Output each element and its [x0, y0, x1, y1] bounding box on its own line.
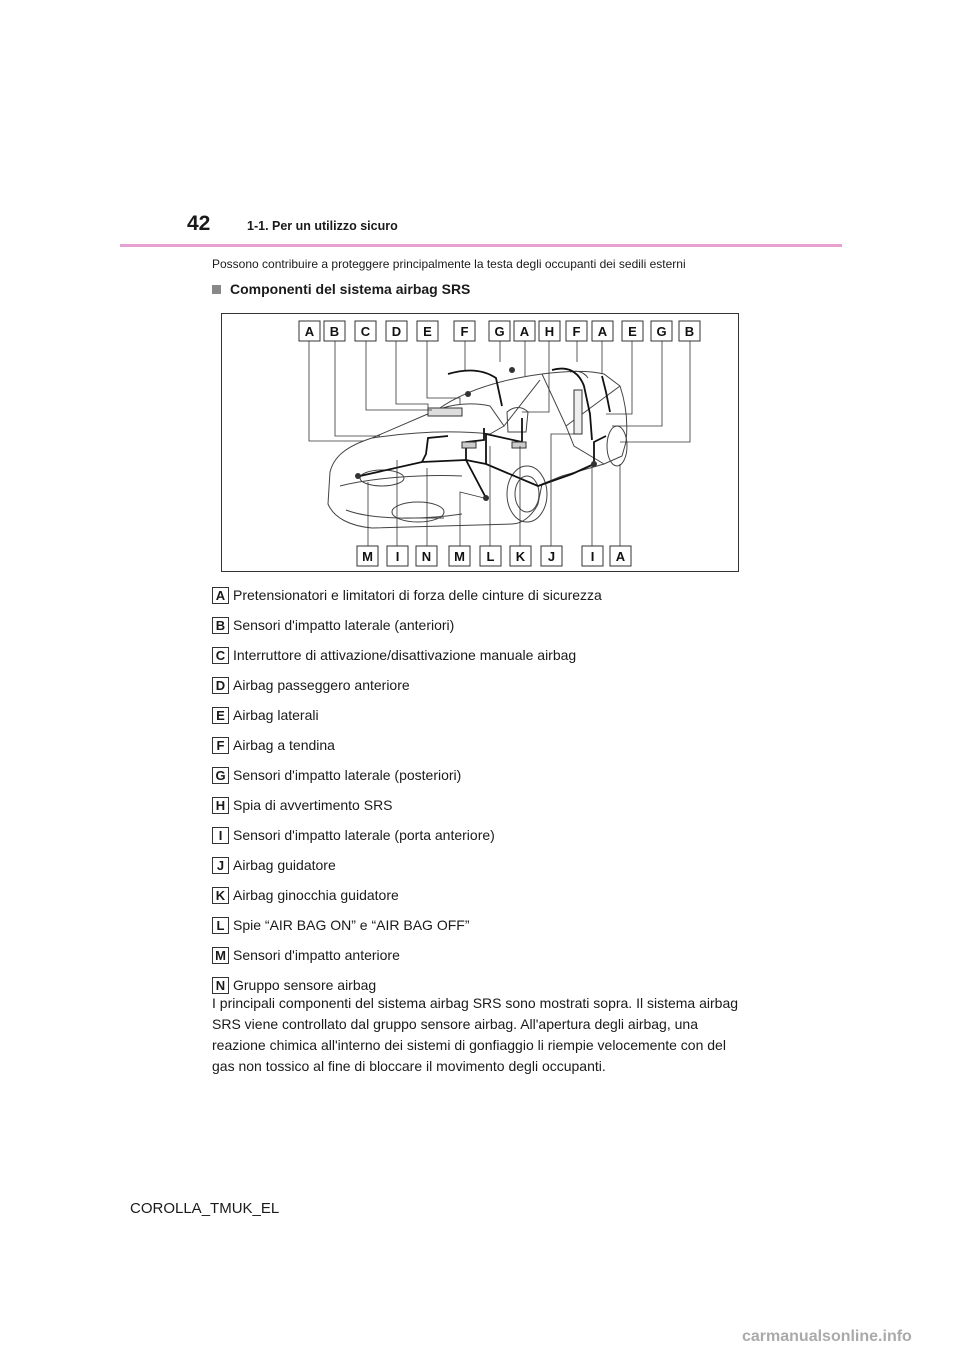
legend-letter: A: [212, 587, 229, 604]
legend-letter: F: [212, 737, 229, 754]
legend-item: [212, 940, 752, 970]
section-title: 1-1. Per un utilizzo sicuro: [247, 219, 398, 233]
legend-text: Sensori d'impatto anteriore: [233, 947, 400, 963]
legend-text: Airbag passeggero anteriore: [233, 677, 410, 693]
legend-item: [212, 670, 752, 700]
legend-letter: C: [212, 647, 229, 664]
subheading-text: Componenti del sistema airbag SRS: [230, 281, 471, 297]
legend-item: [212, 790, 752, 820]
legend-item: [212, 700, 752, 730]
legend-letter: L: [212, 917, 229, 934]
label-bottom-N: N: [421, 549, 432, 564]
label-bottom-M: M: [362, 549, 373, 564]
label-top-G: G: [494, 324, 505, 339]
label-top-D: D: [391, 324, 402, 339]
legend-letter: H: [212, 797, 229, 814]
legend-letter: I: [212, 827, 229, 844]
bullet-square-icon: [212, 285, 221, 294]
label-top-G2: G: [656, 324, 667, 339]
legend-text: Sensori d'impatto laterale (posteriori): [233, 767, 462, 783]
legend-item: [212, 580, 752, 610]
intro-text: Possono contribuire a proteggere principalmente la testa degli occupanti dei sedili esterni: [212, 257, 686, 271]
legend-item: [212, 610, 752, 640]
label-top-E2: E: [628, 324, 637, 339]
label-top-E: E: [423, 324, 432, 339]
label-top-A3: A: [597, 324, 608, 339]
label-top-H: H: [544, 324, 555, 339]
legend-item: [212, 910, 752, 940]
car-illustration: [222, 314, 740, 573]
label-top-B2: B: [684, 324, 695, 339]
legend-item: [212, 640, 752, 670]
label-top-B: B: [329, 324, 340, 339]
legend-item: [212, 820, 752, 850]
page-number: 42: [187, 212, 211, 235]
legend-text: Airbag ginocchia guidatore: [233, 887, 399, 903]
label-bottom-I: I: [395, 549, 400, 564]
label-bottom-M2: M: [454, 549, 465, 564]
legend-letter: D: [212, 677, 229, 694]
legend-text: Interruttore di attivazione/disattivazione manuale airbag: [233, 647, 577, 663]
component-legend: [212, 580, 752, 1000]
label-bottom-I2: I: [590, 549, 595, 564]
legend-letter: E: [212, 707, 229, 724]
legend-text: Sensori d'impatto laterale (anteriori): [233, 617, 455, 633]
legend-text: Airbag guidatore: [233, 857, 336, 873]
top-labels: [299, 321, 700, 341]
footer-model-code: COROLLA_TMUK_EL: [130, 1200, 280, 1217]
watermark: carmanualsonline.info: [742, 1328, 912, 1345]
label-top-C: C: [360, 324, 371, 339]
label-bottom-K: K: [515, 549, 526, 564]
legend-letter: B: [212, 617, 229, 634]
label-bottom-J: J: [547, 549, 556, 564]
legend-letter: N: [212, 977, 229, 994]
label-bottom-A: A: [615, 549, 626, 564]
legend-item: [212, 880, 752, 910]
legend-item: [212, 850, 752, 880]
label-bottom-L: L: [486, 549, 495, 564]
legend-text: Airbag a tendina: [233, 737, 335, 753]
legend-letter: J: [212, 857, 229, 874]
legend-text: Pretensionatori e limitatori di forza delle cinture di sicurezza: [233, 587, 602, 603]
legend-letter: M: [212, 947, 229, 964]
legend-text: Sensori d'impatto laterale (porta anteriore): [233, 827, 495, 843]
closing-paragraph: I principali componenti del sistema airbag SRS sono mostrati sopra. Il sistema airbag SRS viene controllato dal gruppo sensore airbag. All'apertura degli airbag, una reazione chimica all'interno dei sistemi di gonfiaggio li riempie velocemente con del gas non tossico al fine di bloccare il movimento degli occupanti.: [212, 995, 739, 1074]
legend-item: [212, 730, 752, 760]
srs-components-figure: [221, 313, 739, 572]
label-top-A2: A: [519, 324, 530, 339]
legend-letter: G: [212, 767, 229, 784]
subheading: [212, 281, 470, 297]
legend-item: [212, 760, 752, 790]
header-rule: [120, 244, 842, 247]
legend-text: Spie “AIR BAG ON” e “AIR BAG OFF”: [233, 917, 470, 933]
legend-text: Spia di avvertimento SRS: [233, 797, 393, 813]
label-top-F: F: [460, 324, 469, 339]
legend-text: Airbag laterali: [233, 707, 319, 723]
legend-text: Gruppo sensore airbag: [233, 977, 377, 993]
label-top-F2: F: [572, 324, 581, 339]
legend-letter: K: [212, 887, 229, 904]
label-top-A: A: [304, 324, 315, 339]
bottom-labels: [357, 546, 631, 566]
